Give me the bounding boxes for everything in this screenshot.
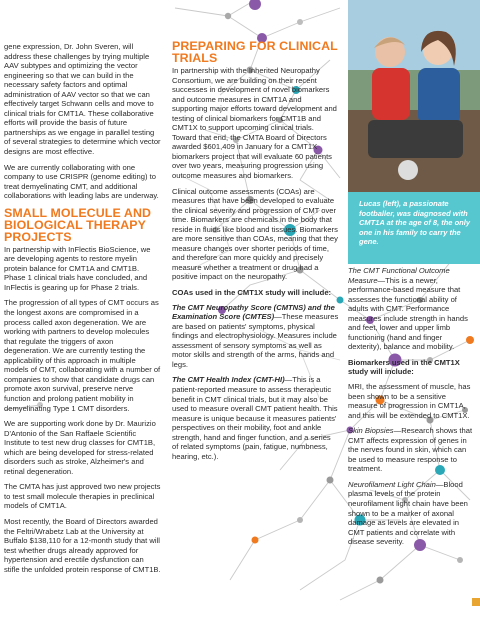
paragraph-mri: MRI, the assessment of muscle, has been shown to be a sensitive measure of progression in CMT1A, and this will be extended to CMT1X. [348,382,471,420]
paragraph-functional-outcome [348,266,475,352]
term: Neurofilament Light Chain [348,479,436,489]
definition: —Blood plasma levels of the protein neurofilament light chain have been shown to be a marker of axonal damage as levels are elevated in CMT patients and correlate with disease severity. [348,479,468,547]
section-heading-small-molecule: SMALL MOLECULE AND BIOLOGICAL THERAPY PROJECTS [4,205,152,244]
paragraph-cmt-hi [172,375,339,461]
paragraph: In partnership with InFlectis BioScience, we are developing agents to restore myelin protein balance for CMT1A and CMT1B. Phase 1 clinical trials have concluded, and InFlectis is gearing up for Phase 2 trials. [4,244,151,292]
subheading-biomarkers: Biomarkers used in the CMT1X study will include: [348,357,460,377]
column-middle [172,38,339,467]
paragraph: The CMTA has just approved two new projects to test small molecule therapies in preclinical models of CMT1A. [4,482,161,511]
paragraph: We are currently collaborating with one company to use CRISPR (genome editing) to treat demyelinating CMT, and additional collaborations with leading labs are underway. [4,162,159,201]
term: The CMT Health Index (CMT-HI) [172,375,285,385]
caption-text: Lucas (left), a passionate footballer, was diagnosed with CMT1A at the age of 8, the only one in his family to carry the gene. [359,199,470,247]
paragraph-neurofilament [348,480,475,547]
paragraph: gene expression, Dr. John Sveren, will address these challenges by trying multiple AAV subtypes and optimizing the vector engineering so that we can build in the necessary safety factors and optimal administration of AAV vector so that we can effectively target Schwann cells and move to clinical trials for CMT1A. These collaborative efforts will provide the basis of future partnerships as we engage in parallel testing of several strategies to determine which vector designs are most effective. [4,42,161,157]
paragraph: In partnership with the Inherited Neuropathy Consortium, we are building on their recent successes in development of novel biomarkers and outcome measures in CMT1A and supporting major efforts toward development and testing of clinical biomarkers for CMT1B and CMT1X to support upcoming clinical trials. Toward that end, the CMTA Board of Directors awarded $601,409 in January for a CMT1X biomarkers project that will evaluate 60 patients over two years, measuring progression using outcome measures and biomarkers. [172,66,337,181]
paragraph-skin-biopsies [348,426,475,474]
definition: —These measures are based on patients' symptoms, physical findings and electrophysiology. Measures include assessment of sensory symptoms as well as motor skills and strength of the arms, hands and legs. [172,312,339,369]
photo-caption [348,192,480,264]
page-tab-marker [472,598,480,606]
column-right [348,266,475,553]
definition: —This is a newer, performance-based measure that assesses the functional ability of adults with CMT. Performance measures include strength in hands and feet, lower and upper limb functioning (hand and finger dexterity), balance and mobility. [348,275,468,352]
term: The CMT Functional Outcome Measure [348,266,450,285]
term: Skin Biopsies [348,426,394,436]
paragraph: We are supporting work done by Dr. Maurizio D'Antonio of the San Raffaele Scientific Institute to test new drug classes for CMT1B, which are being developed for stress-related disorders such as stroke, Alzheimer's and retinal degeneration. [4,419,156,476]
photo-lucas-and-family [348,0,480,192]
definition: —Research shows that CMT affects expression of genes in the nerves found in skin, which can be used to measure response to treatment. [348,426,473,474]
paragraph: Most recently, the Board of Directors awarded the Feltri/Wrabetz Lab at the University at Buffalo $138,110 for a 12-month study that will test whether drugs already approved for hypertension and erectile dysfunction can stifle the unfolded protein response of CMT1B. [4,516,161,574]
definition: —This is a patient-reported measure to assess therapeutic benefit in CMT clinical trials, but it may also be used to measure overall CMT patient health. This measure is unique because it measures patients' perspectives on their mobility, foot and ankle strength, hand and finger function, and a series of related symptoms (pain, fatigue, numbness, hearing, etc.). [172,375,338,461]
term: The CMT Neuropathy Score (CMTNS) and the Examination Score (CMTES) [172,302,335,322]
subheading-coas: COAs used in the CMT1X study will include: [172,288,332,298]
column-left [4,42,161,580]
paragraph-cmtns [172,303,339,370]
section-heading-clinical-trials: PREPARING FOR CLINICAL TRIALS [172,39,338,65]
paragraph: Clinical outcome assessments (COAs) are measures that have been developed to evaluate the clinical severity and progression of CMT over time. Biomarkers are chemicals in the body that reside in fluids like blood and tissues. Biomarkers are more sensitive than COAs, meaning that they measure changes over shorter periods of time, and therefore can more quickly and precisely measure whether a treatment or drug had a positive impact on the neuropathy. [172,186,338,282]
paragraph: The progression of all types of CMT occurs as the longest axons are compromised in a process called axon degeneration. We are working with partners to develop molecules that regulate the triggers of axon degeneration. We are currently testing the applicability of this approach in multiple models of CMT, collaborating with a number of companies to show that candidate drugs can promote axon survival, preserve nerve function and prolong patient mobility in demyelinating Type 1 CMT disorders. [4,298,161,413]
